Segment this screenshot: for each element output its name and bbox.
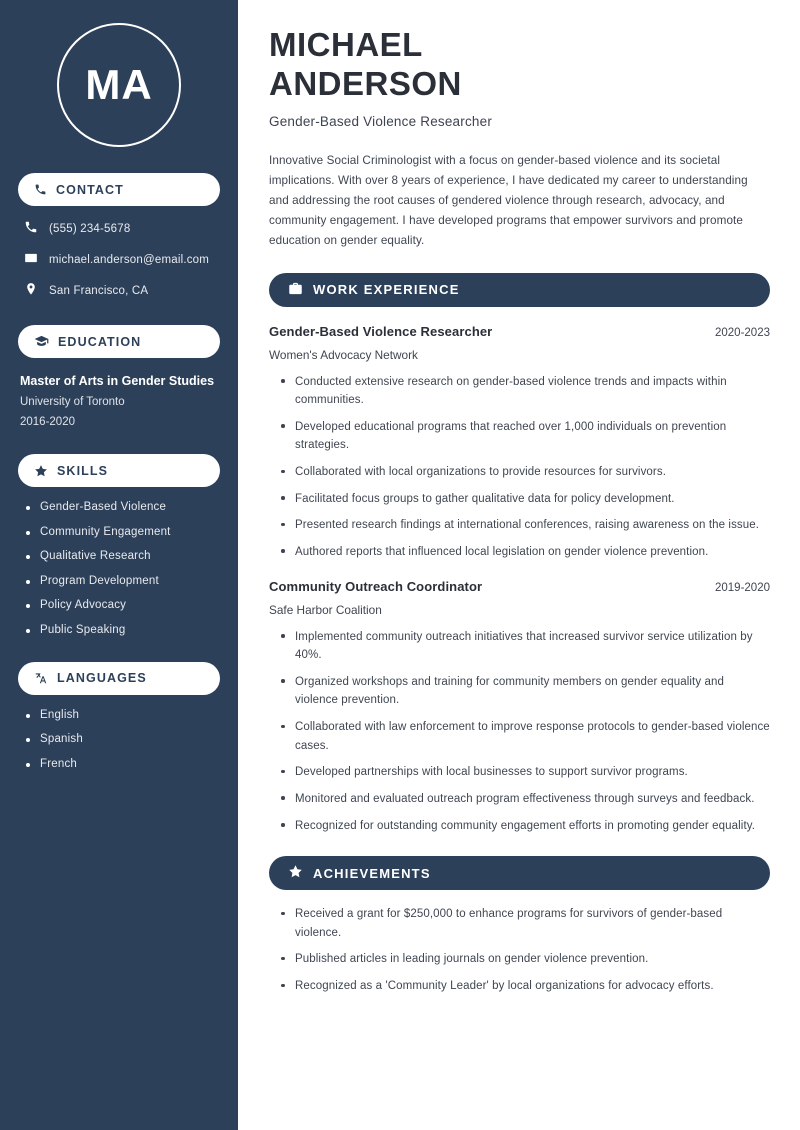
education-school: University of Toronto (20, 396, 125, 408)
phone-icon (24, 220, 38, 237)
star-icon (34, 464, 48, 478)
list-item: Received a grant for $250,000 to enhance programs for survivors of gender-based violence. (281, 905, 770, 942)
contact-email[interactable] (24, 251, 220, 268)
sidebar-section-languages-label: LANGUAGES (57, 671, 147, 685)
avatar (18, 23, 220, 147)
list-item: English (26, 709, 220, 721)
contact-list (18, 220, 220, 299)
list-item: Public Speaking (26, 624, 220, 636)
sidebar-section-languages-header (18, 662, 220, 695)
job-bullet-list (269, 628, 770, 836)
list-item: Gender-Based Violence (26, 501, 220, 513)
list-item: Recognized as a 'Community Leader' by local organizations for advocacy efforts. (281, 977, 770, 996)
professional-summary: Innovative Social Criminologist with a focus on gender-based violence and its societal implications. With over 8 years of experience, I have dedicated my career to understanding and addressing the root causes of gendered violence through research, advocacy, and community engagement. I have developed programs that empower survivors and promote education on gender equality. (269, 153, 748, 248)
sidebar-section-skills-header (18, 454, 220, 487)
list-item: Developed educational programs that reached over 1,000 individuals on prevention strategies. (281, 418, 770, 455)
achievements-list (269, 905, 770, 996)
list-item: Collaborated with local organizations to provide resources for survivors. (281, 463, 770, 482)
languages-list (18, 709, 220, 770)
list-item: Facilitated focus groups to gather qualitative data for policy development. (281, 490, 770, 509)
list-item: Program Development (26, 575, 220, 587)
section-header-achievements-label: ACHIEVEMENTS (313, 865, 431, 881)
job-header (269, 324, 770, 339)
list-item: Published articles in leading journals on gender violence prevention. (281, 950, 770, 969)
list-item: Qualitative Research (26, 550, 220, 562)
job-organization: Women's Advocacy Network (269, 347, 418, 362)
section-header-work-experience-label: WORK EXPERIENCE (313, 282, 460, 297)
sidebar-section-education-label: EDUCATION (58, 334, 142, 349)
phone-icon (34, 183, 47, 196)
list-item: Monitored and evaluated outreach program effectiveness through surveys and feedback. (281, 790, 770, 809)
translate-icon (34, 671, 48, 685)
list-item: Organized workshops and training for community members on gender equality and violence prevention. (281, 673, 770, 710)
contact-phone-text: (555) 234-5678 (49, 222, 131, 235)
sidebar (0, 0, 238, 1130)
job-role: Community Outreach Coordinator (269, 578, 483, 594)
sidebar-section-contact-header (18, 173, 220, 206)
monogram-initials: MA (57, 23, 181, 147)
list-item: Spanish (26, 733, 220, 745)
contact-phone[interactable] (24, 220, 220, 237)
list-item: French (26, 758, 220, 770)
briefcase-icon (288, 281, 303, 299)
sidebar-section-education-header (18, 325, 220, 358)
job-header (269, 579, 770, 594)
achievements-section (269, 856, 770, 996)
graduation-cap-icon (34, 334, 49, 349)
job-entry (269, 324, 770, 562)
skills-list (18, 501, 220, 636)
headline-job-title: Gender-Based Violence Researcher (269, 113, 493, 129)
job-dates: 2019-2020 (715, 581, 770, 594)
sidebar-section-skills-label: SKILLS (57, 463, 109, 478)
job-role: Gender-Based Violence Researcher (269, 323, 493, 339)
education-degree: Master of Arts in Gender Studies (20, 374, 215, 388)
list-item: Implemented community outreach initiatives that increased survivor service utilization by 40%. (281, 628, 770, 665)
page-title (269, 26, 770, 104)
list-item: Conducted extensive research on gender-based violence trends and impacts within communities. (281, 373, 770, 410)
list-item: Community Engagement (26, 526, 220, 538)
list-item: Authored reports that influenced local legislation on gender violence prevention. (281, 543, 770, 562)
section-header-work-experience (269, 273, 770, 307)
star-icon (288, 864, 303, 882)
first-name: MICHAEL (269, 26, 423, 63)
job-dates: 2020-2023 (715, 326, 770, 339)
contact-location[interactable] (24, 282, 220, 299)
job-entry (269, 579, 770, 836)
list-item: Collaborated with law enforcement to improve response protocols to gender-based violence cases. (281, 718, 770, 755)
section-header-achievements (269, 856, 770, 890)
education-years: 2016-2020 (20, 416, 75, 428)
list-item: Presented research findings at international conferences, raising awareness on the issue. (281, 516, 770, 535)
job-bullet-list (269, 373, 770, 562)
list-item: Developed partnerships with local businesses to support survivor programs. (281, 763, 770, 782)
envelope-icon (24, 251, 38, 268)
sidebar-section-contact-label: CONTACT (56, 182, 124, 197)
contact-location-text: San Francisco, CA (49, 284, 149, 297)
list-item: Recognized for outstanding community engagement efforts in promoting gender equality. (281, 817, 770, 836)
main-content (238, 0, 800, 1130)
contact-email-text: michael.anderson@email.com (49, 253, 210, 266)
education-entry (18, 374, 220, 428)
job-organization: Safe Harbor Coalition (269, 602, 382, 617)
last-name: ANDERSON (269, 64, 462, 102)
list-item: Policy Advocacy (26, 599, 220, 611)
location-pin-icon (24, 282, 38, 299)
